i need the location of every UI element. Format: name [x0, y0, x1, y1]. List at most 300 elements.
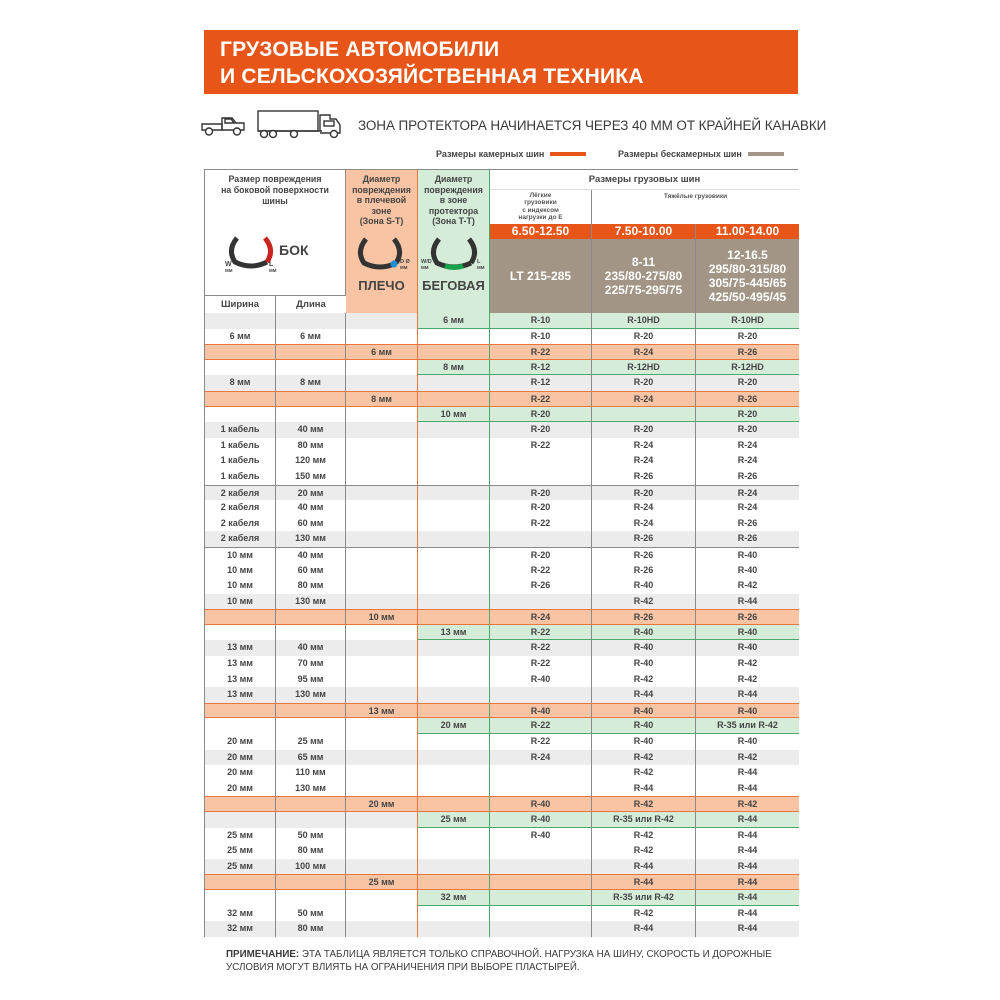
patch-light-cell: [490, 469, 592, 485]
patch-light-cell: [490, 843, 592, 859]
legend-tube-swatch: [550, 152, 586, 156]
tread-cell: 20 мм: [418, 718, 490, 734]
width-cell: 10 мм: [205, 563, 276, 579]
patch-heavy-11-cell: R-40: [696, 625, 799, 641]
tubeless-size: 295/80-315/80: [708, 262, 787, 276]
patch-heavy-7-cell: R-26: [592, 610, 696, 624]
patch-heavy-7-cell: R-42: [592, 828, 696, 844]
sidewall-title-1: Размер повреждения: [228, 174, 322, 184]
tread-cell: [418, 672, 490, 688]
table-row: [205, 687, 799, 703]
patch-light-cell: R-26: [490, 578, 592, 594]
tread-cell: [418, 781, 490, 797]
width-cell: 1 кабель: [205, 453, 276, 469]
patch-heavy-11-cell: R-44: [696, 843, 799, 859]
width-cell: [205, 625, 276, 641]
patch-heavy-7-cell: R-40: [592, 656, 696, 672]
patch-light-cell: [490, 906, 592, 922]
col-width-header: Ширина: [205, 295, 276, 313]
patch-heavy-11-cell: R-44: [696, 812, 799, 828]
sidewall-title-2: на боковой поверхности: [221, 185, 329, 195]
shoulder-cell: 20 мм: [346, 797, 418, 811]
patch-light-cell: R-24: [490, 610, 592, 624]
tread-cell: [418, 750, 490, 766]
length-cell: 20 мм: [276, 486, 346, 501]
width-cell: 6 мм: [205, 329, 276, 345]
width-cell: 25 мм: [205, 859, 276, 875]
patch-heavy-7-cell: R-42: [592, 843, 696, 859]
patch-light-cell: R-22: [490, 734, 592, 750]
shoulder-title-line: Диаметр: [362, 174, 401, 184]
tubeless-size: 8-11: [631, 255, 656, 269]
tire-shoulder-icon: [352, 235, 412, 273]
patch-heavy-11-cell: R-40: [696, 563, 799, 579]
tread-title-line: протектора: [428, 205, 479, 216]
length-cell: [276, 704, 346, 718]
patch-heavy-7-cell: R-42: [592, 765, 696, 781]
shoulder-cell: [346, 718, 418, 734]
shoulder-cell: [346, 828, 418, 844]
width-cell: 2 кабеля: [205, 531, 276, 547]
table-row: [205, 796, 799, 812]
width-cell: 25 мм: [205, 828, 276, 844]
width-cell: 2 кабеля: [205, 500, 276, 516]
table-row: [205, 453, 799, 469]
patch-light-cell: [490, 890, 592, 906]
sizes-title: Размеры грузовых шин: [490, 170, 799, 190]
patch-heavy-11-cell: R-44: [696, 906, 799, 922]
patch-heavy-11-cell: R-44: [696, 765, 799, 781]
sidewall-title-3: шины: [262, 196, 288, 206]
patch-heavy-11-cell: R-44: [696, 921, 799, 937]
patch-light-cell: R-20: [490, 407, 592, 423]
width-cell: 2 кабеля: [205, 516, 276, 532]
patch-heavy-11-cell: R-40: [696, 548, 799, 563]
table-row: [205, 531, 799, 547]
patch-heavy-11-cell: R-24: [696, 438, 799, 454]
table-row: [205, 609, 799, 625]
patch-heavy-11-cell: R-20: [696, 375, 799, 391]
patch-heavy-11-cell: R-42: [696, 578, 799, 594]
length-cell: 80 мм: [276, 578, 346, 594]
zone-info: [200, 107, 827, 143]
patch-light-cell: R-22: [490, 718, 592, 734]
patch-heavy-11-cell: R-26: [696, 516, 799, 532]
table-row: [205, 781, 799, 797]
shoulder-cell: 13 мм: [346, 704, 418, 718]
table-row: [205, 812, 799, 828]
shoulder-cell: [346, 734, 418, 750]
length-cell: [276, 313, 346, 329]
patch-light-cell: [490, 687, 592, 703]
legend: [200, 149, 800, 163]
tread-cell: [418, 375, 490, 391]
table-row: [205, 750, 799, 766]
patch-light-cell: R-20: [490, 422, 592, 438]
shoulder-cell: [346, 329, 418, 345]
length-cell: 40 мм: [276, 548, 346, 563]
tubeless-size: 305/75-445/65: [708, 276, 787, 290]
shoulder-zone-label: ПЛЕЧО: [358, 278, 405, 293]
patch-light-cell: [490, 594, 592, 610]
patch-light-cell: R-20: [490, 486, 592, 501]
shoulder-cell: [346, 500, 418, 516]
patch-light-cell: R-40: [490, 812, 592, 828]
tread-cell: [418, 875, 490, 889]
light-trucks-label: [490, 190, 592, 224]
shoulder-cell: [346, 313, 418, 329]
table-row: [205, 516, 799, 532]
patch-heavy-7-cell: R-40: [592, 625, 696, 641]
width-cell: 1 кабель: [205, 469, 276, 485]
table-row: [205, 500, 799, 516]
table-row: [205, 578, 799, 594]
shoulder-cell: [346, 438, 418, 454]
table-row: [205, 718, 799, 734]
patch-heavy-7-cell: [592, 407, 696, 423]
shoulder-cell: [346, 843, 418, 859]
tread-cell: [418, 843, 490, 859]
width-cell: [205, 407, 276, 423]
tread-cell: [418, 594, 490, 610]
patch-heavy-7-cell: R-35 или R-42: [592, 812, 696, 828]
tread-cell: 32 мм: [418, 890, 490, 906]
width-cell: 13 мм: [205, 687, 276, 703]
length-cell: 40 мм: [276, 422, 346, 438]
tube-ranges: [490, 224, 799, 239]
width-cell: [205, 610, 276, 624]
length-cell: 50 мм: [276, 906, 346, 922]
patch-heavy-7-cell: R-24: [592, 500, 696, 516]
table-row: [205, 921, 799, 937]
tread-cell: 25 мм: [418, 812, 490, 828]
patch-light-cell: R-22: [490, 392, 592, 406]
width-cell: 20 мм: [205, 765, 276, 781]
tubeless-size-cell: [696, 239, 799, 313]
repair-table: [204, 169, 798, 937]
patch-heavy-11-cell: R-40: [696, 704, 799, 718]
patch-light-cell: R-20: [490, 548, 592, 563]
length-cell: 60 мм: [276, 516, 346, 532]
width-cell: 20 мм: [205, 734, 276, 750]
patch-light-cell: [490, 921, 592, 937]
shoulder-cell: [346, 594, 418, 610]
patch-light-cell: R-22: [490, 438, 592, 454]
tread-cell: [418, 828, 490, 844]
shoulder-cell: [346, 422, 418, 438]
tubeless-sizes: [490, 239, 799, 313]
svg-text:W: W: [225, 261, 232, 268]
light-trucks-line: грузовики: [524, 199, 557, 207]
patch-heavy-7-cell: R-40: [592, 718, 696, 734]
table-row: [205, 360, 799, 376]
patch-light-cell: [490, 781, 592, 797]
width-cell: 32 мм: [205, 921, 276, 937]
width-cell: [205, 345, 276, 359]
shoulder-cell: [346, 656, 418, 672]
legend-tubeless-label: Размеры бескамерных шин: [618, 149, 742, 159]
tread-cell: [418, 906, 490, 922]
length-cell: 150 мм: [276, 469, 346, 485]
width-cell: 10 мм: [205, 578, 276, 594]
table-row: [205, 485, 799, 501]
shoulder-cell: 10 мм: [346, 610, 418, 624]
tubeless-size-cell: [490, 239, 592, 313]
table-row: [205, 672, 799, 688]
width-cell: 13 мм: [205, 656, 276, 672]
shoulder-cell: [346, 360, 418, 376]
width-cell: [205, 875, 276, 889]
patch-heavy-11-cell: R-40: [696, 640, 799, 656]
tube-range: 11.00-14.00: [715, 224, 780, 238]
shoulder-cell: 6 мм: [346, 345, 418, 359]
width-cell: [205, 313, 276, 329]
sidewall-zone-label: БОК: [279, 242, 309, 258]
table-row: [205, 656, 799, 672]
patch-heavy-11-cell: R-44: [696, 781, 799, 797]
shoulder-cell: [346, 672, 418, 688]
patch-heavy-7-cell: R-26: [592, 563, 696, 579]
tread-cell: [418, 453, 490, 469]
tread-title: [418, 174, 489, 227]
tread-title-line: (Зона T-T): [432, 216, 475, 226]
tread-cell: 13 мм: [418, 625, 490, 641]
table-row: [205, 563, 799, 579]
tread-cell: [418, 531, 490, 547]
tread-cell: [418, 578, 490, 594]
patch-heavy-7-cell: R-44: [592, 781, 696, 797]
patch-heavy-11-cell: R-42: [696, 656, 799, 672]
patch-heavy-11-cell: R-26: [696, 392, 799, 406]
length-cell: 130 мм: [276, 594, 346, 610]
patch-light-cell: R-24: [490, 750, 592, 766]
shoulder-cell: [346, 921, 418, 937]
patch-heavy-11-cell: R-26: [696, 345, 799, 359]
table-row: [205, 703, 799, 719]
shoulder-cell: [346, 548, 418, 563]
shoulder-cell: [346, 453, 418, 469]
tread-title-line: повреждения: [424, 184, 483, 195]
patch-heavy-11-cell: R-35 или R-42: [696, 718, 799, 734]
shoulder-cell: [346, 625, 418, 641]
patch-light-cell: [490, 531, 592, 547]
width-cell: 8 мм: [205, 375, 276, 391]
shoulder-title-line: (Зона S-T): [359, 216, 404, 226]
patch-heavy-7-cell: R-24: [592, 453, 696, 469]
svg-text:ММ: ММ: [420, 265, 428, 270]
length-cell: 8 мм: [276, 375, 346, 391]
length-cell: 6 мм: [276, 329, 346, 345]
title-line-2: И СЕЛЬСКОХОЗЯЙСТВЕННАЯ ТЕХНИКА: [220, 65, 644, 88]
tread-cell: [418, 797, 490, 811]
shoulder-cell: [346, 640, 418, 656]
patch-light-cell: R-40: [490, 704, 592, 718]
footnote-text: ЭТА ТАБЛИЦА ЯВЛЯЕТСЯ ТОЛЬКО СПРАВОЧНОЙ. НАГРУЗКА НА ШИНУ, СКОРОСТЬ И ДОРОЖНЫЕ УСЛОВИЯ МОГУТ ВЛИЯТЬ НА ОГРАНИЧЕНИЯ ПРИ ВЫБОРЕ ПЛАСТЫРЕЙ.: [226, 949, 772, 973]
footnote: [226, 948, 786, 974]
legend-tubeless-swatch: [748, 152, 784, 156]
length-cell: 100 мм: [276, 859, 346, 875]
patch-heavy-7-cell: R-26: [592, 531, 696, 547]
width-cell: 20 мм: [205, 781, 276, 797]
width-cell: [205, 797, 276, 811]
table-row: [205, 547, 799, 563]
length-cell: [276, 875, 346, 889]
length-cell: [276, 718, 346, 734]
width-cell: 10 мм: [205, 548, 276, 563]
light-trucks-line: нагрузки до E: [518, 214, 563, 222]
patch-light-cell: R-22: [490, 516, 592, 532]
table-row: [205, 843, 799, 859]
patch-heavy-11-cell: R-26: [696, 610, 799, 624]
patch-heavy-11-cell: R-26: [696, 531, 799, 547]
width-cell: 1 кабель: [205, 438, 276, 454]
patch-heavy-11-cell: R-20: [696, 329, 799, 345]
length-cell: [276, 812, 346, 828]
width-cell: 10 мм: [205, 594, 276, 610]
patch-light-cell: [490, 765, 592, 781]
tread-cell: 6 мм: [418, 313, 490, 329]
patch-light-cell: [490, 875, 592, 889]
patch-heavy-7-cell: R-24: [592, 345, 696, 359]
tread-cell: [418, 548, 490, 563]
svg-text:ММ: ММ: [399, 265, 407, 270]
width-cell: [205, 718, 276, 734]
length-cell: 80 мм: [276, 843, 346, 859]
shoulder-title-line: повреждения: [352, 184, 411, 195]
patch-heavy-7-cell: R-42: [592, 797, 696, 811]
patch-heavy-11-cell: R-42: [696, 797, 799, 811]
length-cell: 95 мм: [276, 672, 346, 688]
length-cell: 80 мм: [276, 438, 346, 454]
patch-heavy-7-cell: R-20: [592, 486, 696, 501]
tubeless-size: 12-16.5: [727, 248, 768, 262]
shoulder-cell: 8 мм: [346, 392, 418, 406]
legend-tube: [436, 149, 586, 159]
patch-light-cell: R-40: [490, 797, 592, 811]
width-cell: 20 мм: [205, 750, 276, 766]
patch-heavy-7-cell: R-26: [592, 548, 696, 563]
length-cell: 25 мм: [276, 734, 346, 750]
length-cell: 120 мм: [276, 453, 346, 469]
length-cell: [276, 407, 346, 423]
patch-heavy-7-cell: R-20: [592, 375, 696, 391]
length-cell: 40 мм: [276, 640, 346, 656]
light-trucks-line: с индексом: [522, 206, 559, 214]
width-cell: [205, 392, 276, 406]
patch-heavy-7-cell: R-20: [592, 422, 696, 438]
table-row: [205, 890, 799, 906]
length-cell: 50 мм: [276, 828, 346, 844]
patch-heavy-7-cell: R-20: [592, 329, 696, 345]
patch-heavy-11-cell: R-44: [696, 828, 799, 844]
tubeless-size: LT 215-285: [509, 269, 572, 283]
tread-cell: [418, 345, 490, 359]
width-cell: 13 мм: [205, 672, 276, 688]
shoulder-cell: 25 мм: [346, 875, 418, 889]
tread-cell: [418, 563, 490, 579]
shoulder-cell: [346, 781, 418, 797]
tread-cell: 10 мм: [418, 407, 490, 423]
tread-cell: [418, 687, 490, 703]
table-body: [205, 313, 799, 937]
patch-heavy-7-cell: R-26: [592, 469, 696, 485]
tire-sidewall-icon: [223, 232, 279, 274]
patch-heavy-11-cell: R-20: [696, 407, 799, 423]
tread-cell: [418, 734, 490, 750]
shoulder-cell: [346, 765, 418, 781]
tread-cell: [418, 921, 490, 937]
patch-heavy-7-cell: R-42: [592, 672, 696, 688]
patch-heavy-7-cell: R-40: [592, 578, 696, 594]
patch-heavy-11-cell: R-44: [696, 890, 799, 906]
patch-light-cell: R-12: [490, 375, 592, 391]
tread-title-line: в зоне: [439, 195, 468, 205]
tread-cell: [418, 516, 490, 532]
svg-text:W/D: W/D: [420, 259, 432, 265]
patch-heavy-7-cell: R-40: [592, 734, 696, 750]
patch-heavy-7-cell: R-44: [592, 687, 696, 703]
tread-cell: 8 мм: [418, 360, 490, 376]
shoulder-cell: [346, 486, 418, 501]
tread-cell: [418, 640, 490, 656]
title-line-1: ГРУЗОВЫЕ АВТОМОБИЛИ: [220, 38, 500, 61]
patch-heavy-11-cell: R-12HD: [696, 360, 799, 376]
patch-heavy-7-cell: R-44: [592, 875, 696, 889]
table-row: [205, 734, 799, 750]
table-row: [205, 329, 799, 345]
length-cell: [276, 345, 346, 359]
semi-truck-icon: [256, 109, 348, 141]
table-row: [205, 344, 799, 360]
table-row: [205, 438, 799, 454]
patch-heavy-11-cell: R-42: [696, 672, 799, 688]
tread-cell: [418, 610, 490, 624]
patch-light-cell: R-22: [490, 656, 592, 672]
tread-cell: [418, 859, 490, 875]
patch-heavy-7-cell: R-44: [592, 859, 696, 875]
table-row: [205, 640, 799, 656]
patch-heavy-7-cell: R-35 или R-42: [592, 890, 696, 906]
shoulder-cell: [346, 906, 418, 922]
table-row: [205, 391, 799, 407]
patch-heavy-11-cell: R-44: [696, 687, 799, 703]
patch-heavy-11-cell: R-24: [696, 453, 799, 469]
table-row: [205, 469, 799, 485]
patch-light-cell: R-22: [490, 640, 592, 656]
tread-cell: [418, 765, 490, 781]
width-cell: [205, 890, 276, 906]
patch-heavy-7-cell: R-42: [592, 906, 696, 922]
patch-heavy-11-cell: R-24: [696, 500, 799, 516]
patch-light-cell: [490, 453, 592, 469]
length-cell: 130 мм: [276, 781, 346, 797]
tread-cell: [418, 329, 490, 345]
width-cell: 13 мм: [205, 640, 276, 656]
patch-light-cell: R-40: [490, 672, 592, 688]
patch-heavy-11-cell: R-40: [696, 734, 799, 750]
length-cell: [276, 797, 346, 811]
legend-tubeless: [618, 149, 784, 159]
tube-range: 6.50-12.50: [490, 224, 592, 239]
patch-heavy-11-cell: R-42: [696, 750, 799, 766]
length-cell: 60 мм: [276, 563, 346, 579]
tread-zone-label: БЕГОВАЯ: [422, 278, 485, 293]
svg-text:D Ø: D Ø: [399, 259, 410, 265]
legend-tube-label: Размеры камерных шин: [436, 149, 545, 159]
tread-cell: [418, 438, 490, 454]
tread-cell: [418, 486, 490, 501]
patch-heavy-7-cell: R-12HD: [592, 360, 696, 376]
